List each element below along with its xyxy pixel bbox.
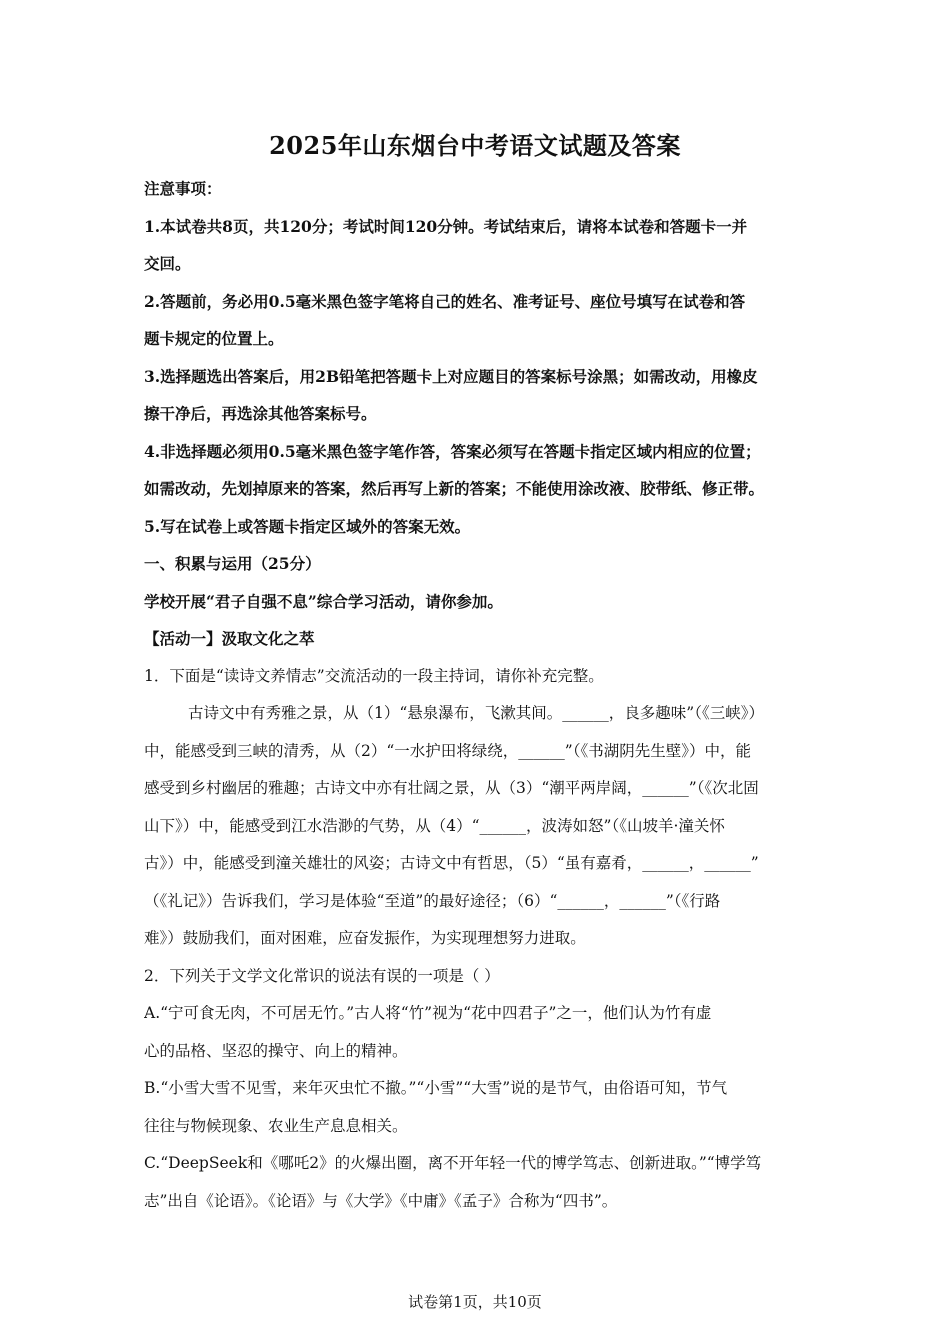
question-2-option-line: A.“宁可食无肉，不可居无竹。”古人将“竹”视为“花中四君子”之一，他们认为竹有虚 [144,1004,712,1022]
question-1-line: 山下》）中，能感受到江水浩渺的气势，从（4）“______，波涛如怒”（《山坡羊·潼关怀 [144,816,725,835]
notice-line: 交回。 [144,254,191,273]
question-2-stem: 2．下列关于文学文化常识的说法有误的一项是（ ） [144,966,500,985]
notice-line: 5.写在试卷上或答题卡指定区域外的答案无效。 [144,516,471,536]
page-footer: 试卷第1页，共10页 [408,1293,542,1311]
section-heading: 一、积累与运用（25分） [144,554,321,573]
question-1-line: 难》）鼓励我们，面对困难，应奋发振作，为实现理想努力进取。 [144,929,586,947]
notice-line: 3.选择题选出答案后，用2B铅笔把答题卡上对应题目的答案标号涂黑；如需改动，用橡皮 [144,366,758,386]
notice-line: 擦干净后，再选涂其他答案标号。 [144,404,377,423]
notice-heading: 注意事项： [144,179,222,198]
notice-line: 题卡规定的位置上。 [144,329,284,348]
notice-line: 1.本试卷共8页，共120分；考试时间120分钟。考试结束后，请将本试卷和答题卡一并 [144,216,748,236]
notice-line: 如需改动，先划掉原来的答案，然后再写上新的答案；不能使用涂改液、胶带纸、修正带。 [144,479,765,498]
question-2-option-line: 志”出自《论语》。《论语》与《大学》《中庸》《孟子》合称为“四书”。 [144,1191,618,1210]
question-2-option-line: B.“小雪大雪不见雪，来年灭虫忙不撤。”“小雪”“大雪”说的是节气，由俗语可知，节气 [144,1079,728,1097]
question-1-stem: 1．下面是“读诗文养情志”交流活动的一段主持词，请你补充完整。 [144,666,604,685]
question-1-line: 古诗文中有秀雅之景，从（1）“悬泉瀑布，飞漱其间。______，良多趣味”（《三峡》） [188,704,764,722]
document-title: 2025年山东烟台中考语文试题及答案 [269,131,681,160]
question-2-option-line: 往往与物候现象、农业生产息息相关。 [144,1116,408,1135]
notice-line: 2.答题前，务必用0.5毫米黑色签字笔将自己的姓名、准考证号、座位号填写在试卷和答 [144,291,746,311]
question-1-line: （《礼记》）告诉我们，学习是体验“至道”的最好途径；（6）“______，______”（《行路 [144,891,721,910]
document-body [144,170,808,1220]
notice-line: 4.非选择题必须用0.5毫米黑色签字笔作答，答案必须写在答题卡指定区域内相应的位置； [144,441,761,461]
question-1-line: 感受到乡村幽居的雅趣；古诗文中亦有壮阔之景，从（3）“潮平两岸阔，______”（《次北固 [144,779,759,797]
activity-heading: 【活动一】汲取文化之萃 [144,629,315,648]
question-1-line: 古》）中，能感受到潼关雄壮的风姿；古诗文中有哲思，（5）“虽有嘉肴，______，______” [144,854,759,872]
question-2-option-line: C.“DeepSeek和《哪吒2》的火爆出圈，离不开年轻一代的博学笃志、创新进取。”“博学笃 [144,1154,762,1172]
section-intro: 学校开展“君子自强不息”综合学习活动，请你参加。 [144,591,503,611]
question-1-line: 中，能感受到三峡的清秀，从（2）“一水护田将绿绕，______”（《书湖阴先生壁》）中，能 [144,741,751,760]
question-2-option-line: 心的品格、坚忍的操守、向上的精神。 [144,1041,408,1060]
